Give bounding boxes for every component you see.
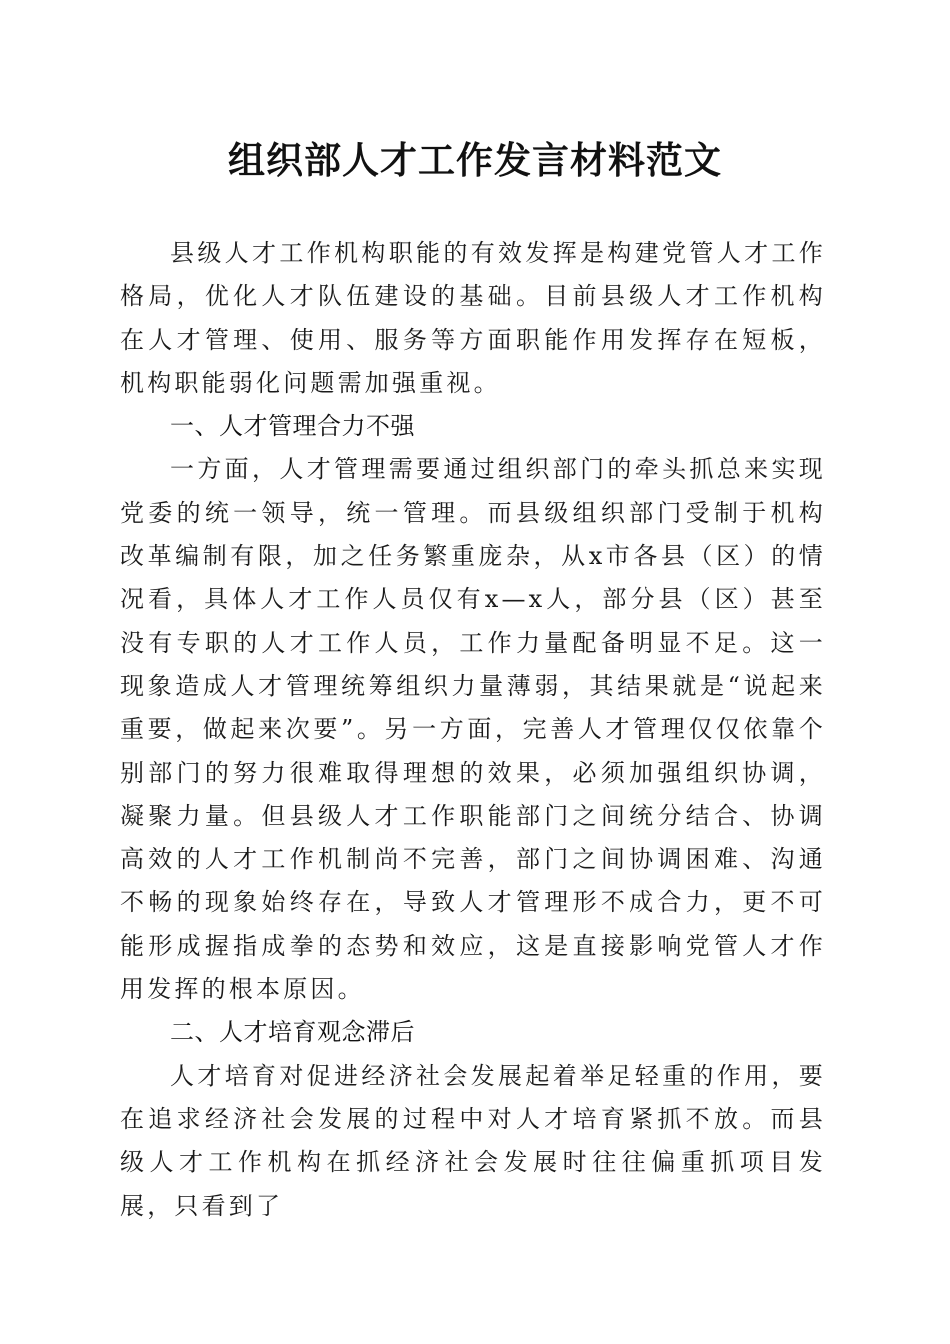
section-heading-1: 一、人才管理合力不强: [170, 412, 415, 441]
paragraph-intro: 县级人才工作机构职能的有效发挥是构建党管人才工作格局，优化人才队伍建设的基础。目前县级人才工作机构在人才管理、使用、服务等方面职能作用发挥存在短板，机构职能弱化问题需加强重视。: [120, 239, 826, 397]
document-body: [120, 232, 826, 1228]
section-heading-2: 二、人才培育观念滞后: [170, 1018, 415, 1047]
paragraph-section-1: 一方面，人才管理需要通过组织部门的牵头抓总来实现党委的统一领导，统一管理。而县级组织部门受制于机构改革编制有限，加之任务繁重庞杂，从x市各县（区）的情况看，具体人才工作人员仅有x—x人，部分县（区）甚至没有专职的人才工作人员，工作力量配备明显不足。这一现象造成人才管理统筹组织力量薄弱，其结果就是“说起来重要，做起来次要”。另一方面，完善人才管理仅仅依靠个别部门的努力很难取得理想的效果，必须加强组织协调，凝聚力量。但县级人才工作职能部门之间统分结合、协调高效的人才工作机制尚不完善，部门之间协调困难、沟通不畅的现象始终存在，导致人才管理形不成合力，更不可能形成握指成拳的态势和效应，这是直接影响党管人才作用发挥的根本原因。: [120, 455, 826, 1004]
paragraph-section-2: 人才培育对促进经济社会发展起着举足轻重的作用，要在追求经济社会发展的过程中对人才培育紧抓不放。而县级人才工作机构在抓经济社会发展时往往偏重抓项目发展，只看到了: [120, 1061, 826, 1220]
document-title: 组织部人才工作发言材料范文: [228, 138, 722, 182]
